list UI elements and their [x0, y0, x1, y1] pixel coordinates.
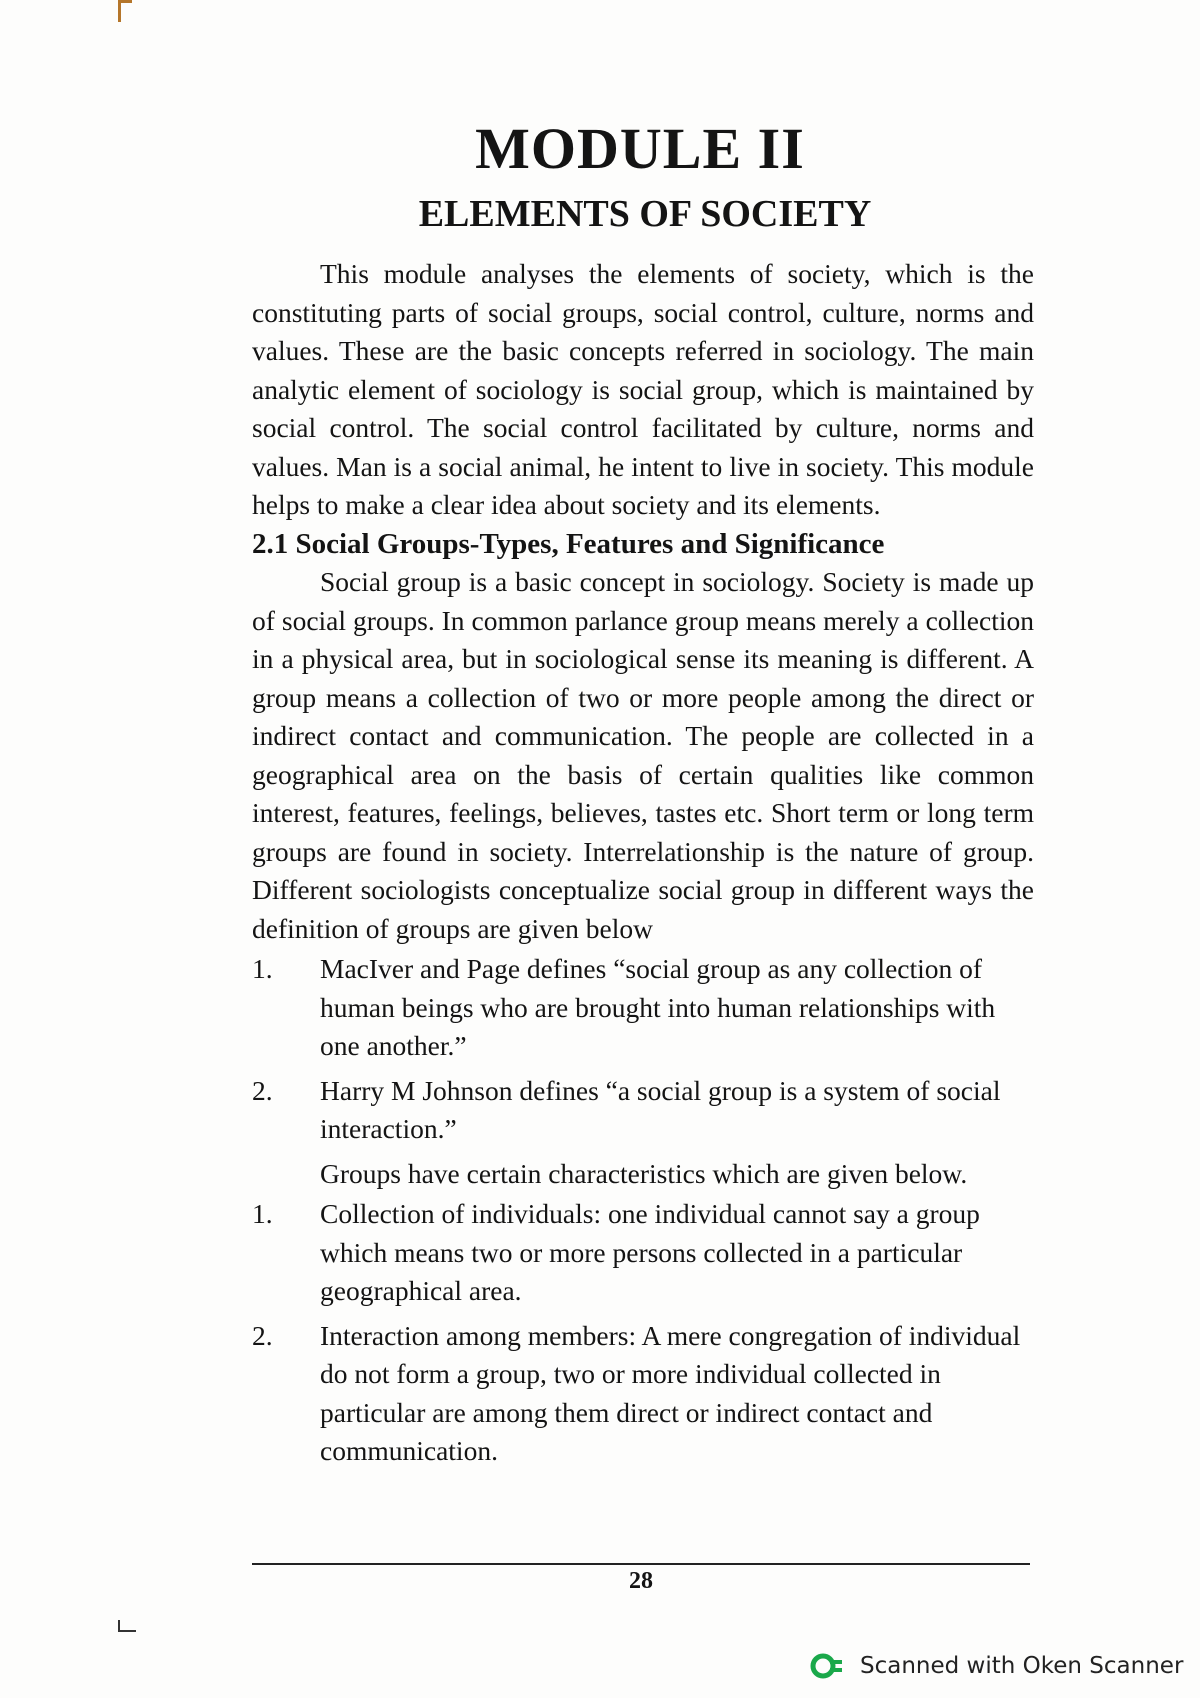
list-text: Harry M Johnson defines “a social group is a system of social interaction.” [320, 1074, 1001, 1144]
list-item [252, 1195, 1034, 1311]
list-number: 2. [252, 1074, 273, 1106]
module-title: MODULE II [475, 116, 805, 181]
page-corner-mark [118, 0, 132, 22]
page-bottom-mark [118, 1620, 136, 1632]
definitions-list [252, 950, 1034, 1149]
list-text: Interaction among members: A mere congregation of individual do not form a group, two or more individual collected in particular are among them direct or indirect contact and communication. [320, 1319, 1021, 1466]
module-subtitle: ELEMENTS OF SOCIETY [418, 193, 872, 235]
list-number: 1. [252, 953, 273, 984]
list-item [252, 1072, 1034, 1149]
list-number: 1. [252, 1198, 273, 1229]
section-heading: 2.1 Social Groups-Types, Features and Significance [252, 527, 885, 560]
scanner-watermark-text: Scanned with Oken Scanner [860, 1653, 1184, 1679]
characteristics-list [252, 1195, 1034, 1471]
list-item [252, 950, 1034, 1066]
page-body [252, 255, 1034, 1477]
list-text: Collection of individuals: one individual cannot say a group which means two or more persons collected in a particular geographical area. [320, 1198, 980, 1306]
list-number: 2. [252, 1319, 273, 1351]
list-text: MacIver and Page defines “social group as any collection of human beings who are brought into human relationships with one another.” [320, 953, 996, 1061]
scanner-watermark [810, 1648, 1183, 1684]
section-paragraph: Social group is a basic concept in sociology. Society is made up of social groups. In common parlance group means merely a collection in a physical area, but in sociological sense its meaning is different. A group means a collection of two or more people among the direct or indirect contact and communication. The people are collected in a geographical area on the basis of certain qualities like common interest, features, feelings, believes, tastes etc. Short term or long term groups are found in society. Interrelationship is the nature of group. Different sociologists conceptualize social group in different ways the definition of groups are given below [252, 566, 1034, 944]
characteristics-intro: Groups have certain characteristics which are given below. [320, 1157, 968, 1189]
oken-scanner-logo-icon [810, 1652, 846, 1680]
intro-paragraph: This module analyses the elements of society, which is the constituting parts of social groups, social control, culture, norms and values. These are the basic concepts referred in sociology. The main analytic element of sociology is social group, which is maintained by social control. The social control facilitated by culture, norms and values. Man is a social animal, he intent to live in society. This module helps to make a clear idea about society and its elements. [252, 258, 1034, 520]
list-item [252, 1317, 1034, 1471]
footer-rule [252, 1563, 1030, 1565]
page-number: 28 [629, 1568, 653, 1594]
